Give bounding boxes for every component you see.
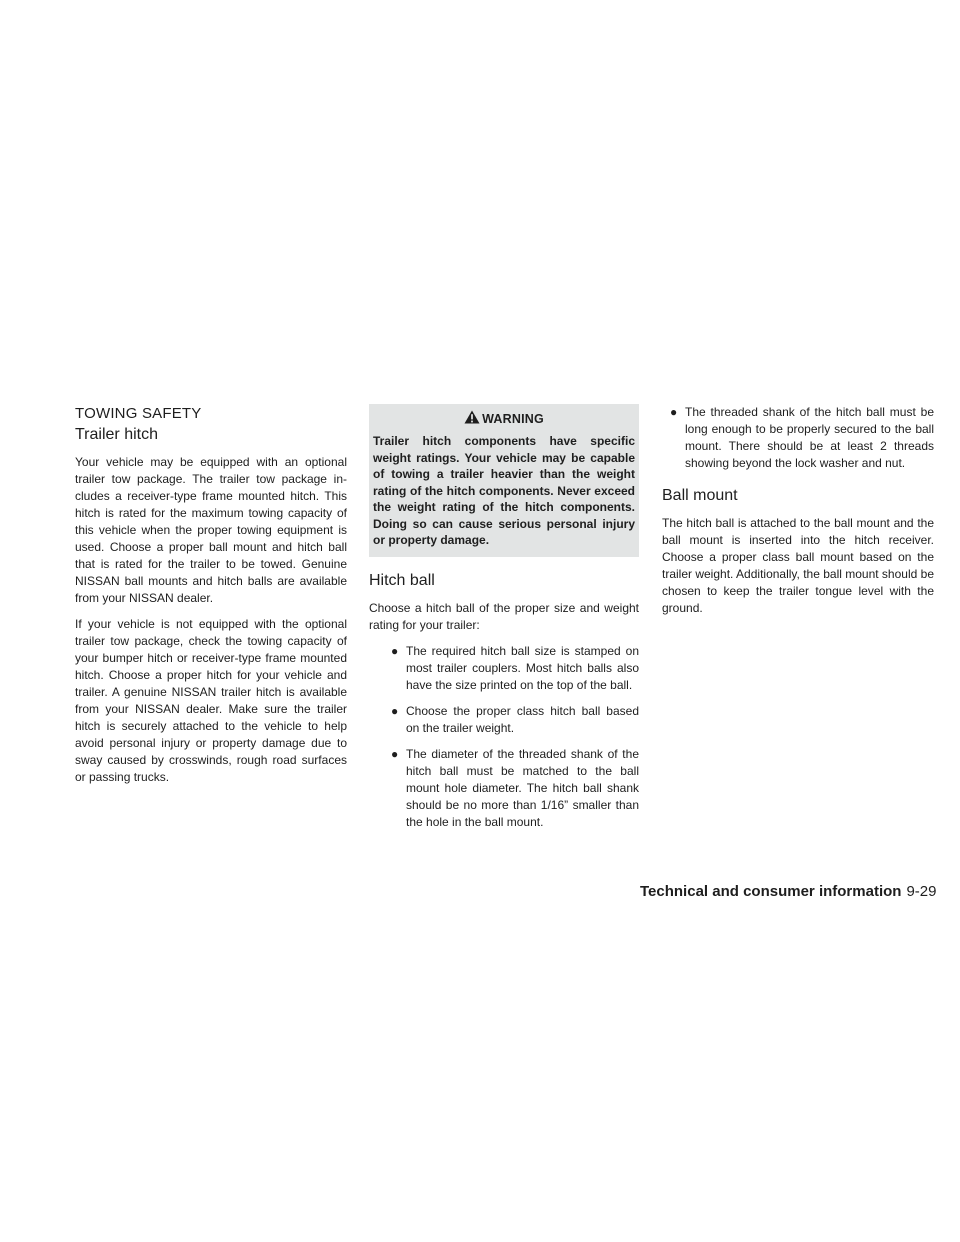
page-footer — [640, 883, 936, 901]
hitch-ball-heading: Hitch ball — [369, 571, 435, 589]
warning-triangle-icon — [464, 410, 480, 427]
trailer-hitch-paragraph-1: Your vehicle may be equipped with an optional trailer tow package. The trailer tow package includes a receiver-type frame mounted hitch. This hitch is rated for the maximum towing capacity of this vehicle when the proper towing equipment is used. Choose a proper ball mount and hitch ball that is rated for the trailer to be towed. Genuine NISSAN ball mounts and hitch balls are available from your NISSAN dealer. — [75, 455, 347, 605]
ball-mount-heading: Ball mount — [662, 487, 738, 504]
warning-box — [369, 404, 639, 557]
warning-body: Trailer hitch components have specific weight ratings. Your vehicle may be capable of towing a trailer heavier than the weight rating of the hitch components. Never exceed the weight rating of the hitch components. Doing so can cause serious personal injury or property damage. — [373, 434, 635, 547]
left-column — [75, 404, 347, 795]
bullet-icon: ● — [391, 703, 399, 718]
hitch-ball-list-continued — [662, 404, 934, 472]
list-item: ● The required hitch ball size is stamped on most trailer couplers. Most hitch balls also have the size printed on the top of the ball. — [391, 643, 639, 692]
warning-title: WARNING — [482, 411, 544, 426]
bullet-icon: ● — [670, 405, 678, 419]
bullet-icon: ● — [391, 746, 399, 761]
page-number: 9-29 — [906, 883, 937, 900]
trailer-hitch-paragraph-2: If your vehicle is not equipped with the optional trailer tow package, check the towing capacity of your bumper hitch or receiver-type frame mounted hitch. Choose a proper hitch for your vehicle and trailer. A genuine NISSAN trailer hitch is available from your NISSAN dealer. Make sure the trailer hitch is securely attached to the vehicle to help avoid personal injury or property damage due to sway caused by crosswinds, rough road surfaces or passing trucks. — [75, 617, 347, 784]
middle-column — [369, 404, 639, 840]
ball-mount-paragraph: The hitch ball is attached to the ball mount and the ball mount is inserted into the hitch receiver. Choose a proper class ball mount based on the trailer weight. Additionally, the ball mount should be chosen to keep the trailer tongue level with the ground. — [662, 516, 934, 615]
hitch-ball-list — [369, 643, 639, 831]
hitch-ball-intro: Choose a hitch ball of the proper size and weight rating for your trailer: — [369, 600, 639, 632]
trailer-hitch-heading: Trailer hitch — [75, 426, 158, 443]
chapter-title: TOWING SAFETY — [75, 405, 202, 422]
list-item: ● The diameter of the threaded shank of the hitch ball must be matched to the ball mount hole diameter. The hitch ball shank should be no more than 1/16” smaller than the hole in the ball mount. — [391, 746, 639, 829]
warning-header — [373, 410, 635, 427]
list-item: ● The threaded shank of the hitch ball must be long enough to be properly secured to the ball mount. There should be at least 2 threads showing beyond the lock washer and nut. — [670, 405, 934, 470]
list-item: ● Choose the proper class hitch ball based on the trailer weight. — [391, 703, 639, 735]
right-column — [662, 404, 934, 626]
bullet-icon: ● — [391, 643, 399, 658]
footer-section-title: Technical and consumer information — [640, 883, 902, 900]
